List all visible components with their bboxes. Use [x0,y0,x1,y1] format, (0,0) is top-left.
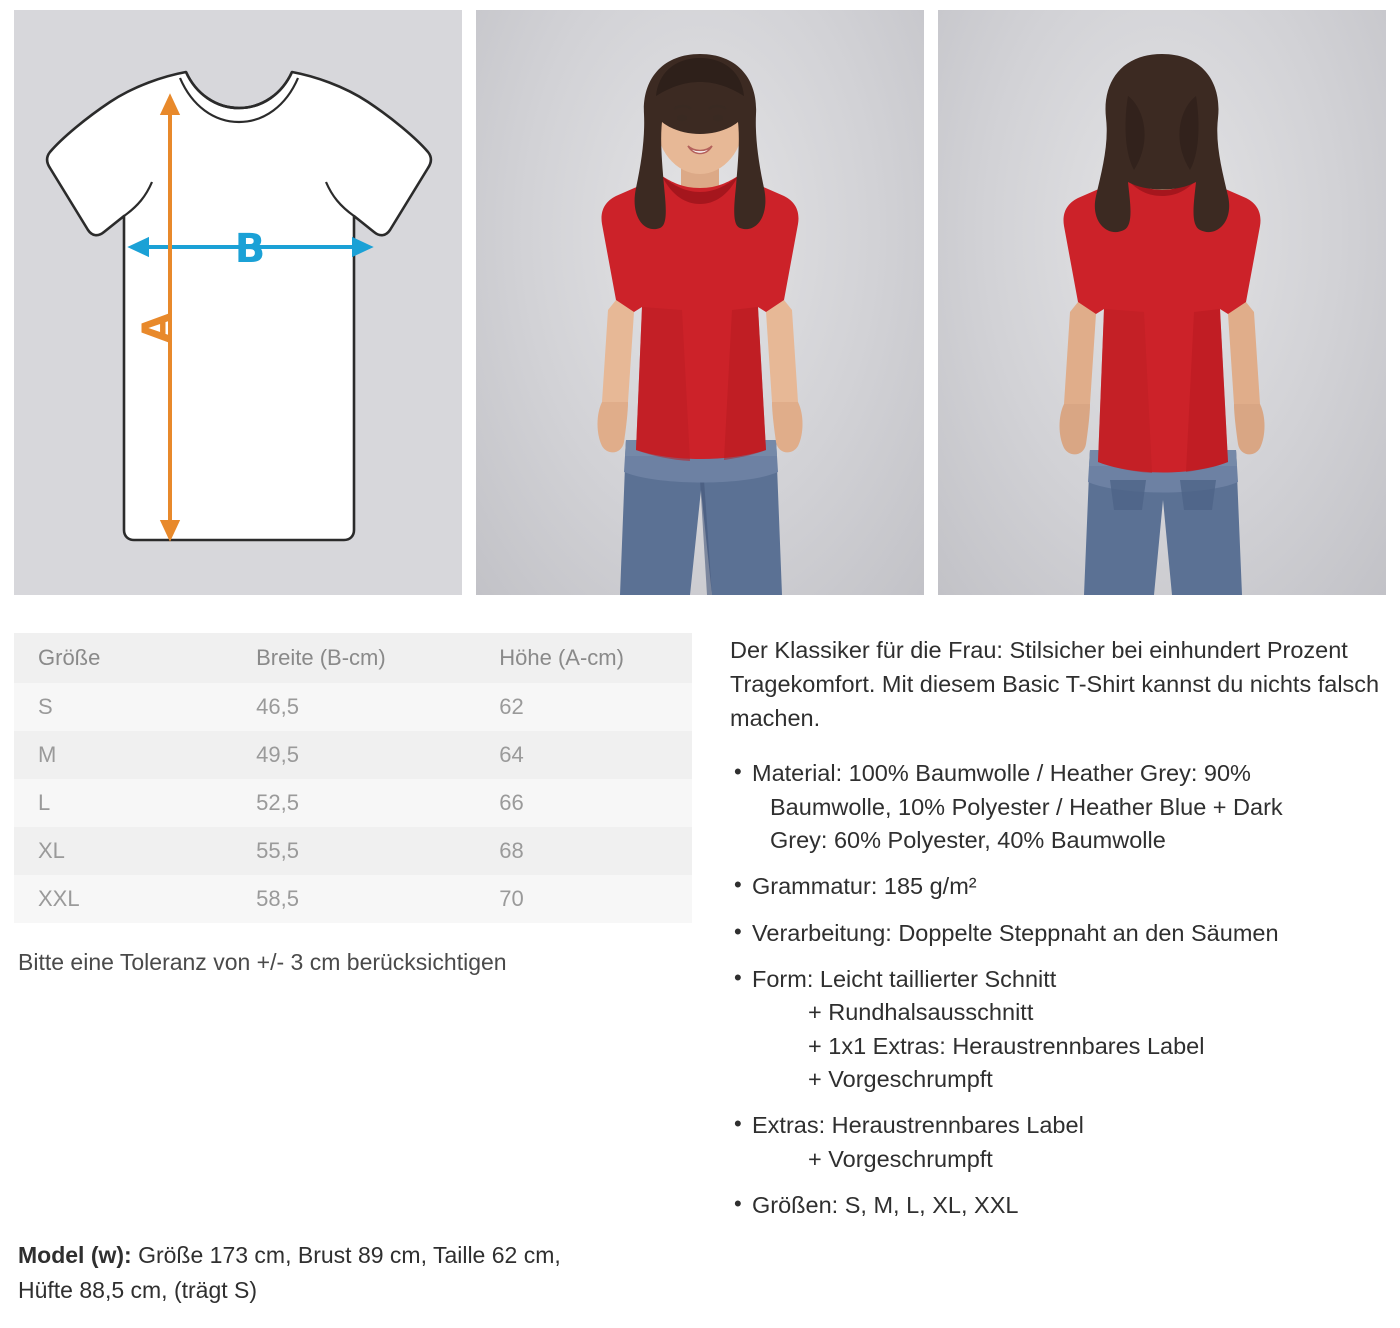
cell-height: 70 [475,875,692,923]
cell-size: XXL [14,875,232,923]
list-item [730,963,1390,1096]
column-header-width: Breite (B-cm) [232,633,475,683]
model-measurements [18,1238,708,1307]
cell-size: S [14,683,232,731]
cell-height: 64 [475,731,692,779]
feature-subitem: + Rundhalsausschnitt [808,999,1034,1026]
table-header-row [14,633,692,683]
list-item [730,1189,1390,1222]
model-front-illustration [476,10,924,595]
feature-text: Form: Leicht taillierter Schnitt [752,965,1057,992]
cell-width: 55,5 [232,827,475,875]
model-back-illustration [938,10,1386,595]
feature-text-cont: Grey: 60% Polyester, 40% Baumwolle [770,826,1166,853]
table-row [14,731,692,779]
cell-height: 66 [475,779,692,827]
height-label: A [135,312,181,344]
feature-text: Größen: S, M, L, XL, XXL [752,1192,1019,1219]
feature-subitem: + Vorgeschrumpft [808,1066,993,1093]
table-row [14,683,692,731]
product-image-row [0,0,1400,595]
feature-text: Grammatur: 185 g/m² [752,873,977,900]
cell-size: XL [14,827,232,875]
table-row [14,827,692,875]
cell-width: 46,5 [232,683,475,731]
tolerance-note: Bitte eine Toleranz von +/- 3 cm berücksichtigen [18,949,507,975]
cell-width: 49,5 [232,731,475,779]
tshirt-outline-icon [14,10,462,595]
feature-text-cont: Baumwolle, 10% Polyester / Heather Blue + Dark [770,793,1283,820]
table-row [14,875,692,923]
feature-text: Material: 100% Baumwolle / Heather Grey: 90% [752,760,1251,787]
list-item [730,1109,1390,1176]
cell-width: 58,5 [232,875,475,923]
feature-text: Extras: Heraustrennbares Label [752,1112,1084,1139]
feature-text: Verarbeitung: Doppelte Steppnaht an den Säumen [752,919,1279,946]
list-item [730,757,1390,857]
size-chart-column [14,633,704,1236]
table-row [14,779,692,827]
list-item [730,917,1390,950]
cell-size: L [14,779,232,827]
model-label: Model (w): [18,1242,132,1268]
cell-size: M [14,731,232,779]
feature-subitem: + Vorgeschrumpft [808,1145,993,1172]
column-header-height: Höhe (A-cm) [475,633,692,683]
size-table [14,633,692,923]
feature-subitem: + 1x1 Extras: Heraustrennbares Label [808,1032,1205,1059]
model-front-photo [476,10,924,595]
width-label: B [234,226,266,272]
details-section [0,595,1400,1236]
model-measurements-line1: Größe 173 cm, Brust 89 cm, Taille 62 cm, [131,1242,561,1268]
cell-height: 62 [475,683,692,731]
feature-list [730,757,1390,1222]
list-item [730,870,1390,903]
tshirt-measurement-diagram [14,10,462,595]
description-column [730,633,1390,1236]
cell-height: 68 [475,827,692,875]
cell-width: 52,5 [232,779,475,827]
model-measurements-line2: Hüfte 88,5 cm, (trägt S) [18,1276,258,1303]
column-header-size: Größe [14,633,232,683]
product-intro-text: Der Klassiker für die Frau: Stilsicher bei einhundert Prozent Tragekomfort. Mit diesem Basic T-Shirt kannst du nichts falsch machen. [730,637,1380,732]
model-back-photo [938,10,1386,595]
